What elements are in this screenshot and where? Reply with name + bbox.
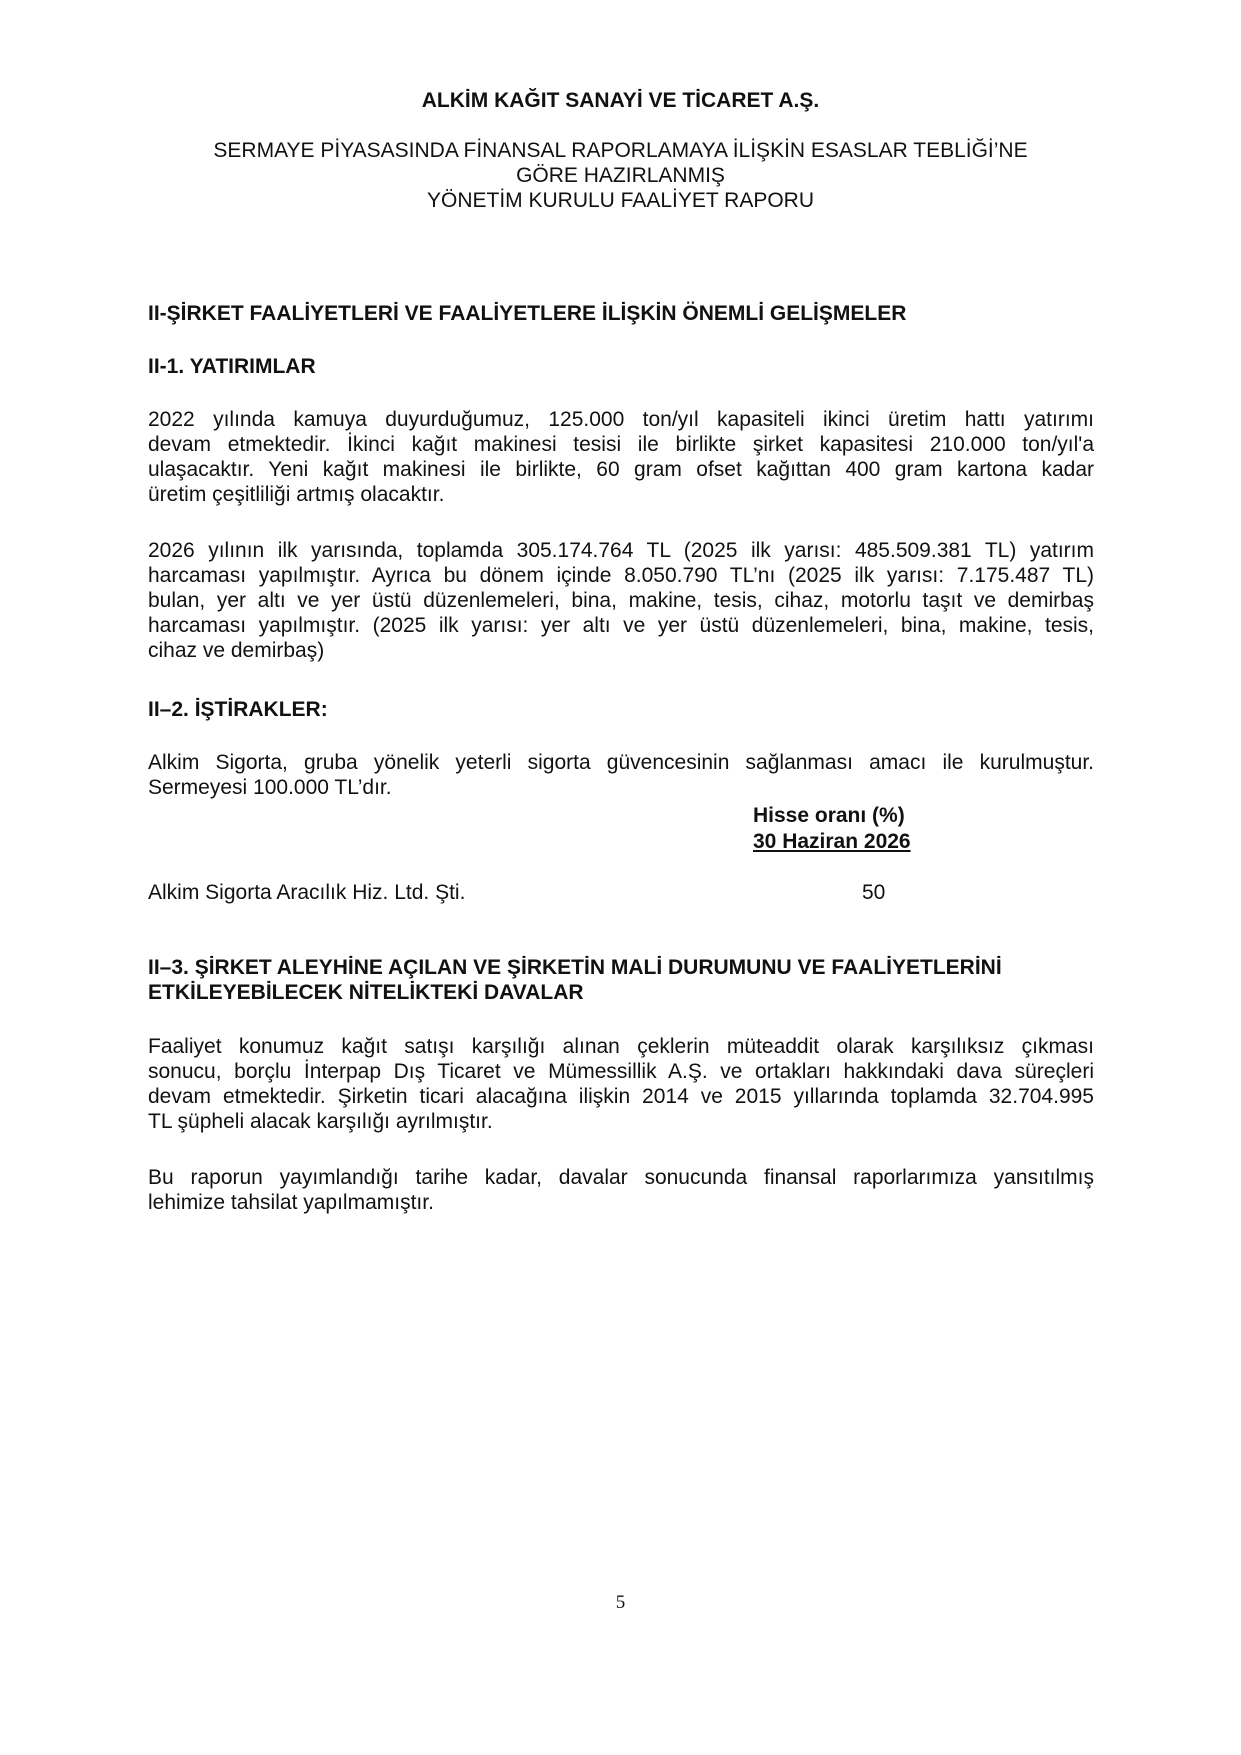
section-title: II-ŞİRKET FAALİYETLERİ VE FAALİYETLERE İLİŞKİN ÖNEMLİ GELİŞMELER bbox=[148, 302, 907, 325]
heading-line: II–3. ŞİRKET ALEYHİNE AÇILAN VE ŞİRKETİN MALİ DURUMUNU VE FAALİYETLERİNİ bbox=[148, 956, 1002, 979]
subtitle-line: GÖRE HAZIRLANMIŞ bbox=[516, 164, 725, 187]
share-ratio-header: Hisse oranı (%) bbox=[753, 804, 905, 827]
text-line: bulan, yer altı ve yer üstü düzenlemeleri, bina, makine, tesis, cihaz, motorlu taşıt ve demirbaş bbox=[148, 589, 1094, 612]
text-line: Bu raporun yayımlandığı tarihe kadar, davalar sonucunda finansal raporlarımıza yansıtılmış bbox=[148, 1166, 1094, 1189]
investments-paragraph-1 bbox=[148, 407, 1094, 507]
text-line: sonucu, borçlu İnterpap Dış Ticaret ve Mümessillik A.Ş. ve ortakları hakkındaki dava süreçleri bbox=[148, 1060, 1094, 1083]
period-header: 30 Haziran 2026 bbox=[753, 830, 911, 853]
investments-paragraph-2 bbox=[148, 538, 1094, 663]
text-line: lehimize tahsilat yapılmamıştır. bbox=[148, 1191, 434, 1214]
text-line: cihaz ve demirbaş) bbox=[148, 639, 325, 662]
lawsuits-paragraph-2 bbox=[148, 1165, 1094, 1215]
text-line: devam etmektedir. Şirketin ticari alacağına ilişkin 2014 ve 2015 yıllarında toplamda 32.704.995 bbox=[148, 1085, 1094, 1108]
affiliate-share-value: 50 bbox=[862, 881, 886, 904]
investments-heading: II-1. YATIRIMLAR bbox=[148, 355, 316, 378]
text-line: 2022 yılında kamuya duyurduğumuz, 125.000 ton/yıl kapasiteli ikinci üretim hattı yatırımı bbox=[148, 408, 1094, 431]
subtitle-line: YÖNETİM KURULU FAALİYET RAPORU bbox=[426, 189, 815, 212]
subtitle-line: SERMAYE PİYASASINDA FİNANSAL RAPORLAMAYA İLİŞKİN ESASLAR TEBLİĞİ’NE bbox=[213, 139, 1028, 162]
company-name: ALKİM KAĞIT SANAYİ VE TİCARET A.Ş. bbox=[421, 89, 820, 112]
affiliates-heading: II–2. İŞTİRAKLER: bbox=[148, 698, 328, 721]
text-line: Alkim Sigorta, gruba yönelik yeterli sigorta güvencesinin sağlanması amacı ile kurulmuştur. bbox=[148, 751, 1094, 774]
text-line: TL şüpheli alacak karşılığı ayrılmıştır. bbox=[148, 1110, 493, 1133]
affiliates-column-header bbox=[753, 803, 993, 855]
text-line: Faaliyet konumuz kağıt satışı karşılığı alınan çeklerin müteaddit olarak karşılıksız çıkması bbox=[148, 1035, 1094, 1058]
heading-line: ETKİLEYEBİLECEK NİTELİKTEKİ DAVALAR bbox=[148, 981, 584, 1004]
affiliates-paragraph bbox=[148, 750, 1094, 800]
lawsuits-heading bbox=[148, 955, 1094, 1005]
text-line: ulaşacaktır. Yeni kağıt makinesi ile birlikte, 60 gram ofset kağıttan 400 gram kartona kadar bbox=[148, 458, 1094, 481]
text-line: harcaması yapılmıştır. (2025 ilk yarısı: yer altı ve yer üstü düzenlemeleri, bina, makine, tesis, bbox=[148, 614, 1094, 637]
text-line: üretim çeşitliliği artmış olacaktır. bbox=[148, 483, 445, 506]
lawsuits-paragraph-1 bbox=[148, 1034, 1094, 1134]
text-line: Sermeyesi 100.000 TL’dır. bbox=[148, 776, 392, 799]
page-number: 5 bbox=[615, 1592, 626, 1613]
text-line: devam etmektedir. İkinci kağıt makinesi tesisi ile birlikte şirket kapasitesi 210.000 ton/yıl'a bbox=[148, 433, 1094, 456]
text-line: 2026 yılının ilk yarısında, toplamda 305.174.764 TL (2025 ilk yarısı: 485.509.381 TL) yatırım bbox=[148, 539, 1094, 562]
text-line: harcaması yapılmıştır. Ayrıca bu dönem içinde 8.050.790 TL’nı (2025 ilk yarısı: 7.175.487 TL) bbox=[148, 564, 1094, 587]
affiliate-name: Alkim Sigorta Aracılık Hiz. Ltd. Şti. bbox=[148, 881, 466, 904]
report-subtitle bbox=[0, 138, 1241, 213]
